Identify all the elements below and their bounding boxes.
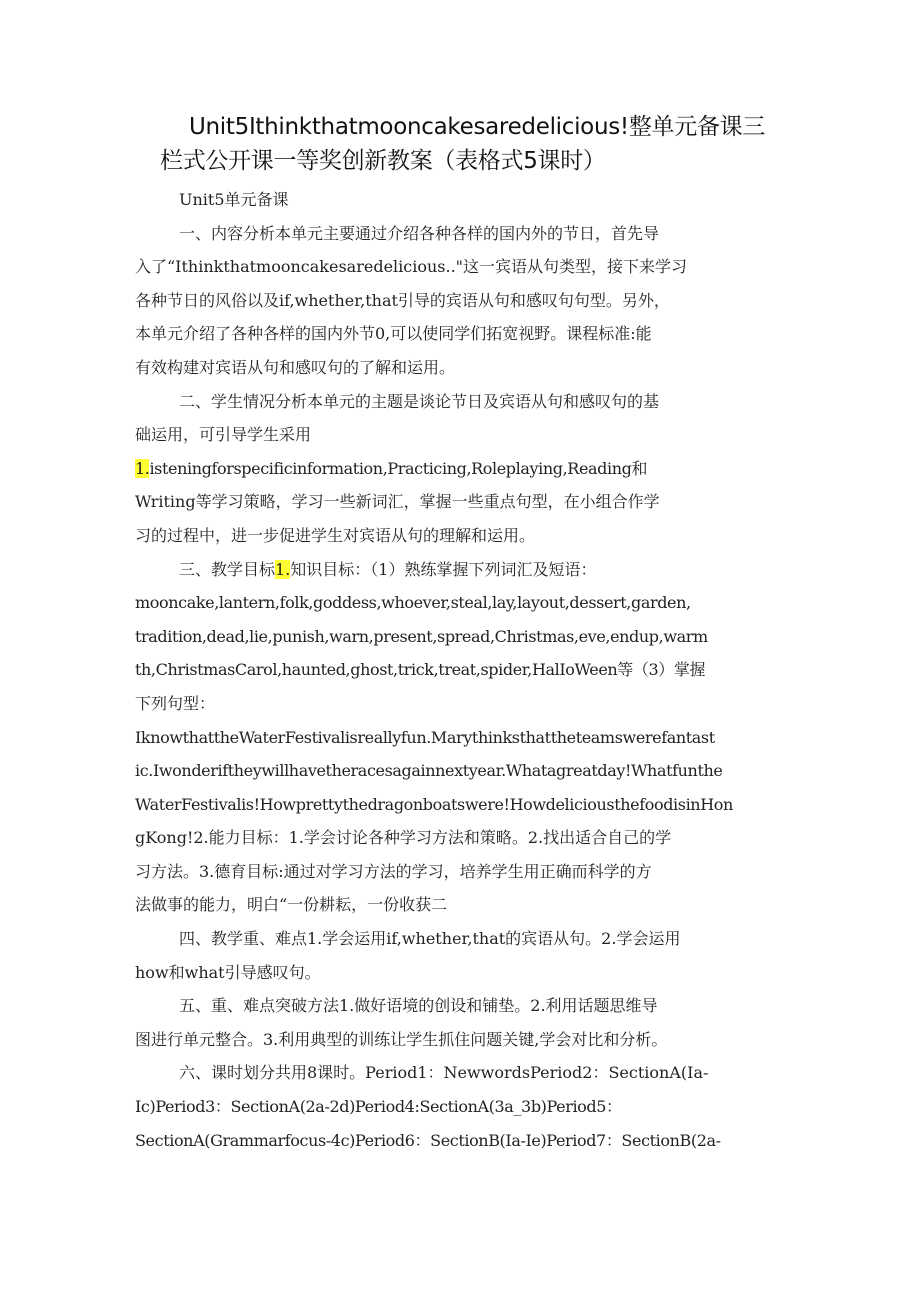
section-1-line: 有效构建对宾语从句和感叹句的了解和运用。 <box>135 357 456 377</box>
highlight-mark: 1. <box>135 458 150 478</box>
section-2-line: 二、学生情况分析本单元的主题是谈论节日及宾语从句和感叹句的基 <box>179 391 660 411</box>
section-3-line: 法做事的能力，明白“一份耕耘，一份收获二 <box>135 895 448 915</box>
section-3-line: IknowthattheWaterFestivalisreallyfun.Marythinksthattheteamswerefantast <box>135 727 715 747</box>
section-1-line: 一、内容分析本单元主要通过介绍各种各样的国内外的节日，首先导 <box>179 223 660 243</box>
section-6-line: SectionA(Grammarfocus-4c)Period6：SectionB(Ia-Ie)Period7：SectionB(2a- <box>135 1130 721 1150</box>
section-2-line: 础运用，可引导学生采用 <box>135 425 312 445</box>
section-2-line: Writing等学习策略，学习一些新词汇，掌握一些重点句型，在小组合作学 <box>135 492 660 512</box>
section-3-line: 下列句型： <box>135 693 216 713</box>
section-6-line: 六、课时划分共用8课时。Period1：NewwordsPeriod2：SectionA(Ia- <box>179 1063 709 1083</box>
section-4-line: 四、教学重、难点1.学会运用if,whether,that的宾语从句。2.学会运用 <box>179 929 681 949</box>
section-1-line: 入了“Ithinkthatmooncakesaredelicious.."这一宾语从句类型，接下来学习 <box>135 257 688 277</box>
section-6-line: Ic)Period3：SectionA(2a-2d)Period4:SectionA(3a_3b)Period5： <box>135 1097 622 1117</box>
document-title <box>160 110 800 178</box>
section-3-line: mooncake,lantern,folk,goddess,whoever,steal,lay,layout,dessert,garden, <box>135 593 691 613</box>
document-body <box>135 183 790 1157</box>
section-2-line: 1.isteningforspecificinformation,Practicing,Roleplaying,Reading和 <box>135 458 648 478</box>
section-5-line: 图进行单元整合。3.利用典型的训练让学生抓住问题关键,学会对比和分析。 <box>135 1029 668 1049</box>
section-2-line: 习的过程中，进一步促进学生对宾语从句的理解和运用。 <box>135 525 536 545</box>
section-5-line: 五、重、难点突破方法1.做好语境的创设和铺垫。2.利用话题思维导 <box>179 996 658 1016</box>
section-3-line: gKong!2.能力目标：1.学会讨论各种学习方法和策略。2.找出适合自己的学 <box>135 828 672 848</box>
section-3-line: th,ChristmasCarol,haunted,ghost,trick,treat,spider,HalIoWeen等（3）掌握 <box>135 660 706 680</box>
title-line-2: 栏式公开课一等奖创新教案（表格式5课时） <box>160 148 606 174</box>
section-1-line: 各种节日的风俗以及if,whether,that引导的宾语从句和感叹句句型。另外， <box>135 290 670 310</box>
section-3-line: tradition,dead,lie,punish,warn,present,spread,Christmas,eve,endup,warm <box>135 626 708 646</box>
section-3-line: WaterFestivalis!Howprettythedragonboatswere!HowdeliciousthefoodisinHon <box>135 794 733 814</box>
title-line-1: Unit5Ithinkthatmooncakesaredelicious!整单元备课三 <box>189 114 766 140</box>
section-3-line: ic.Iwonderiftheywillhavetheracesagainnextyear.Whatagreatday!Whatfunthe <box>135 761 723 781</box>
unit-subtitle: Unit5单元备课 <box>179 190 289 209</box>
section-3-line: 习方法。3.德育目标:通过对学习方法的学习，培养学生用正确而科学的方 <box>135 861 652 881</box>
highlight-mark: 1. <box>275 559 291 579</box>
section-1-line: 本单元介绍了各种各样的国内外节0,可以使同学们拓宽视野。课程标准:能 <box>135 324 652 344</box>
section-4-line: how和what引导感叹句。 <box>135 962 321 982</box>
section-3-line: 三、教学目标1.知识目标：（1）熟练掌握下列词汇及短语： <box>179 559 597 579</box>
